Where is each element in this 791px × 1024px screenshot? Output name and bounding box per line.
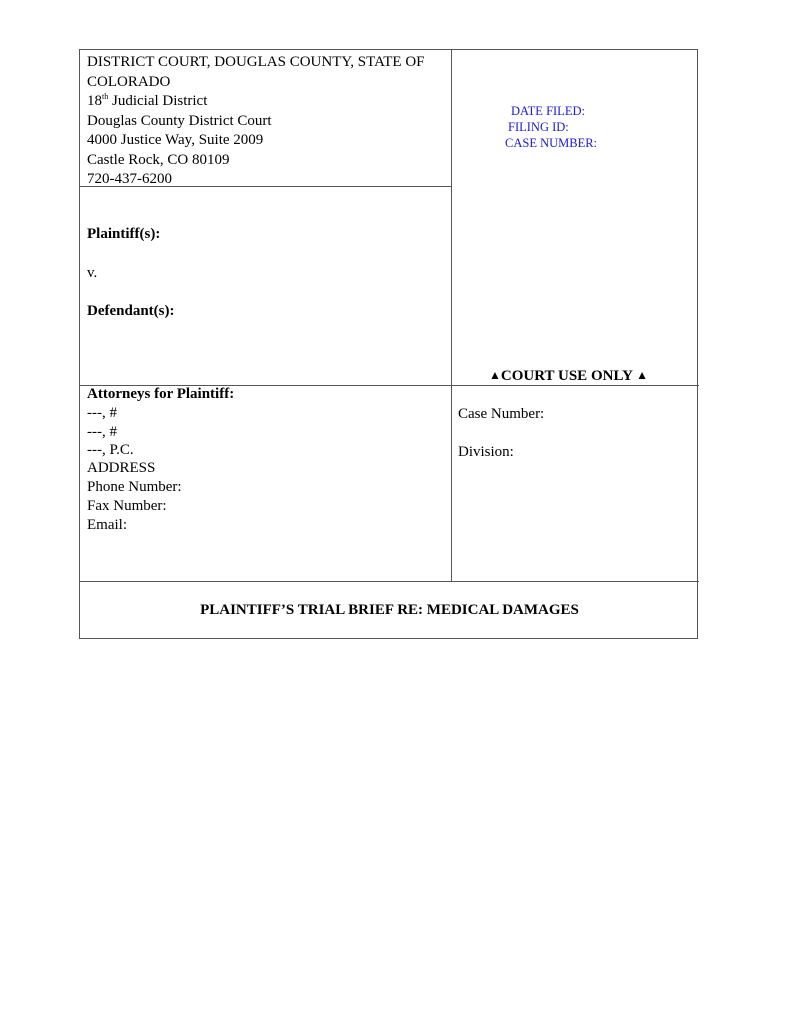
district-label: Judicial District [108, 93, 208, 109]
attorney-firm: ---, P.C. [87, 442, 134, 458]
attorney-address: ADDRESS [87, 460, 156, 476]
attorney-phone: Phone Number: [87, 479, 182, 495]
court-phone: 720-437-6200 [87, 171, 172, 187]
division-label: Division: [458, 444, 514, 460]
attorney-line: ---, # [87, 424, 117, 440]
attorneys-heading: Attorneys for Plaintiff: [87, 386, 235, 402]
stamp-case-number-label: CASE NUMBER: [505, 136, 598, 150]
court-use-only [489, 366, 648, 386]
court-name: Douglas County District Court [87, 112, 272, 129]
date-filed-label: DATE FILED: [511, 104, 585, 118]
court-info [87, 53, 447, 190]
case-number-label: Case Number: [458, 406, 545, 422]
court-heading: DISTRICT COURT, DOUGLAS COUNTY, STATE OF COLORADO [87, 54, 425, 90]
up-triangle-icon: ▲ [489, 368, 501, 382]
district-ordinal-suffix: th [102, 92, 109, 101]
attorney-line: ---, # [87, 405, 117, 421]
filing-id-label: FILING ID: [508, 120, 569, 134]
court-use-label: COURT USE ONLY [500, 368, 633, 384]
attorney-email: Email: [87, 517, 127, 533]
up-triangle-icon: ▲ [636, 368, 648, 382]
court-city: Castle Rock, CO 80109 [87, 151, 230, 168]
attorney-fax: Fax Number: [87, 498, 167, 514]
court-address: 4000 Justice Way, Suite 2009 [87, 132, 264, 148]
versus-label: v. [87, 265, 98, 281]
document-title: PLAINTIFF’S TRIAL BRIEF RE: MEDICAL DAMAGES [200, 602, 579, 618]
judicial-district [87, 92, 447, 112]
column-divider [451, 50, 452, 582]
district-number: 18 [87, 93, 102, 109]
defendant-label: Defendant(s): [87, 303, 175, 319]
plaintiff-label: Plaintiff(s): [87, 226, 161, 242]
title-row-divider [80, 581, 699, 582]
caption-table [79, 49, 698, 639]
